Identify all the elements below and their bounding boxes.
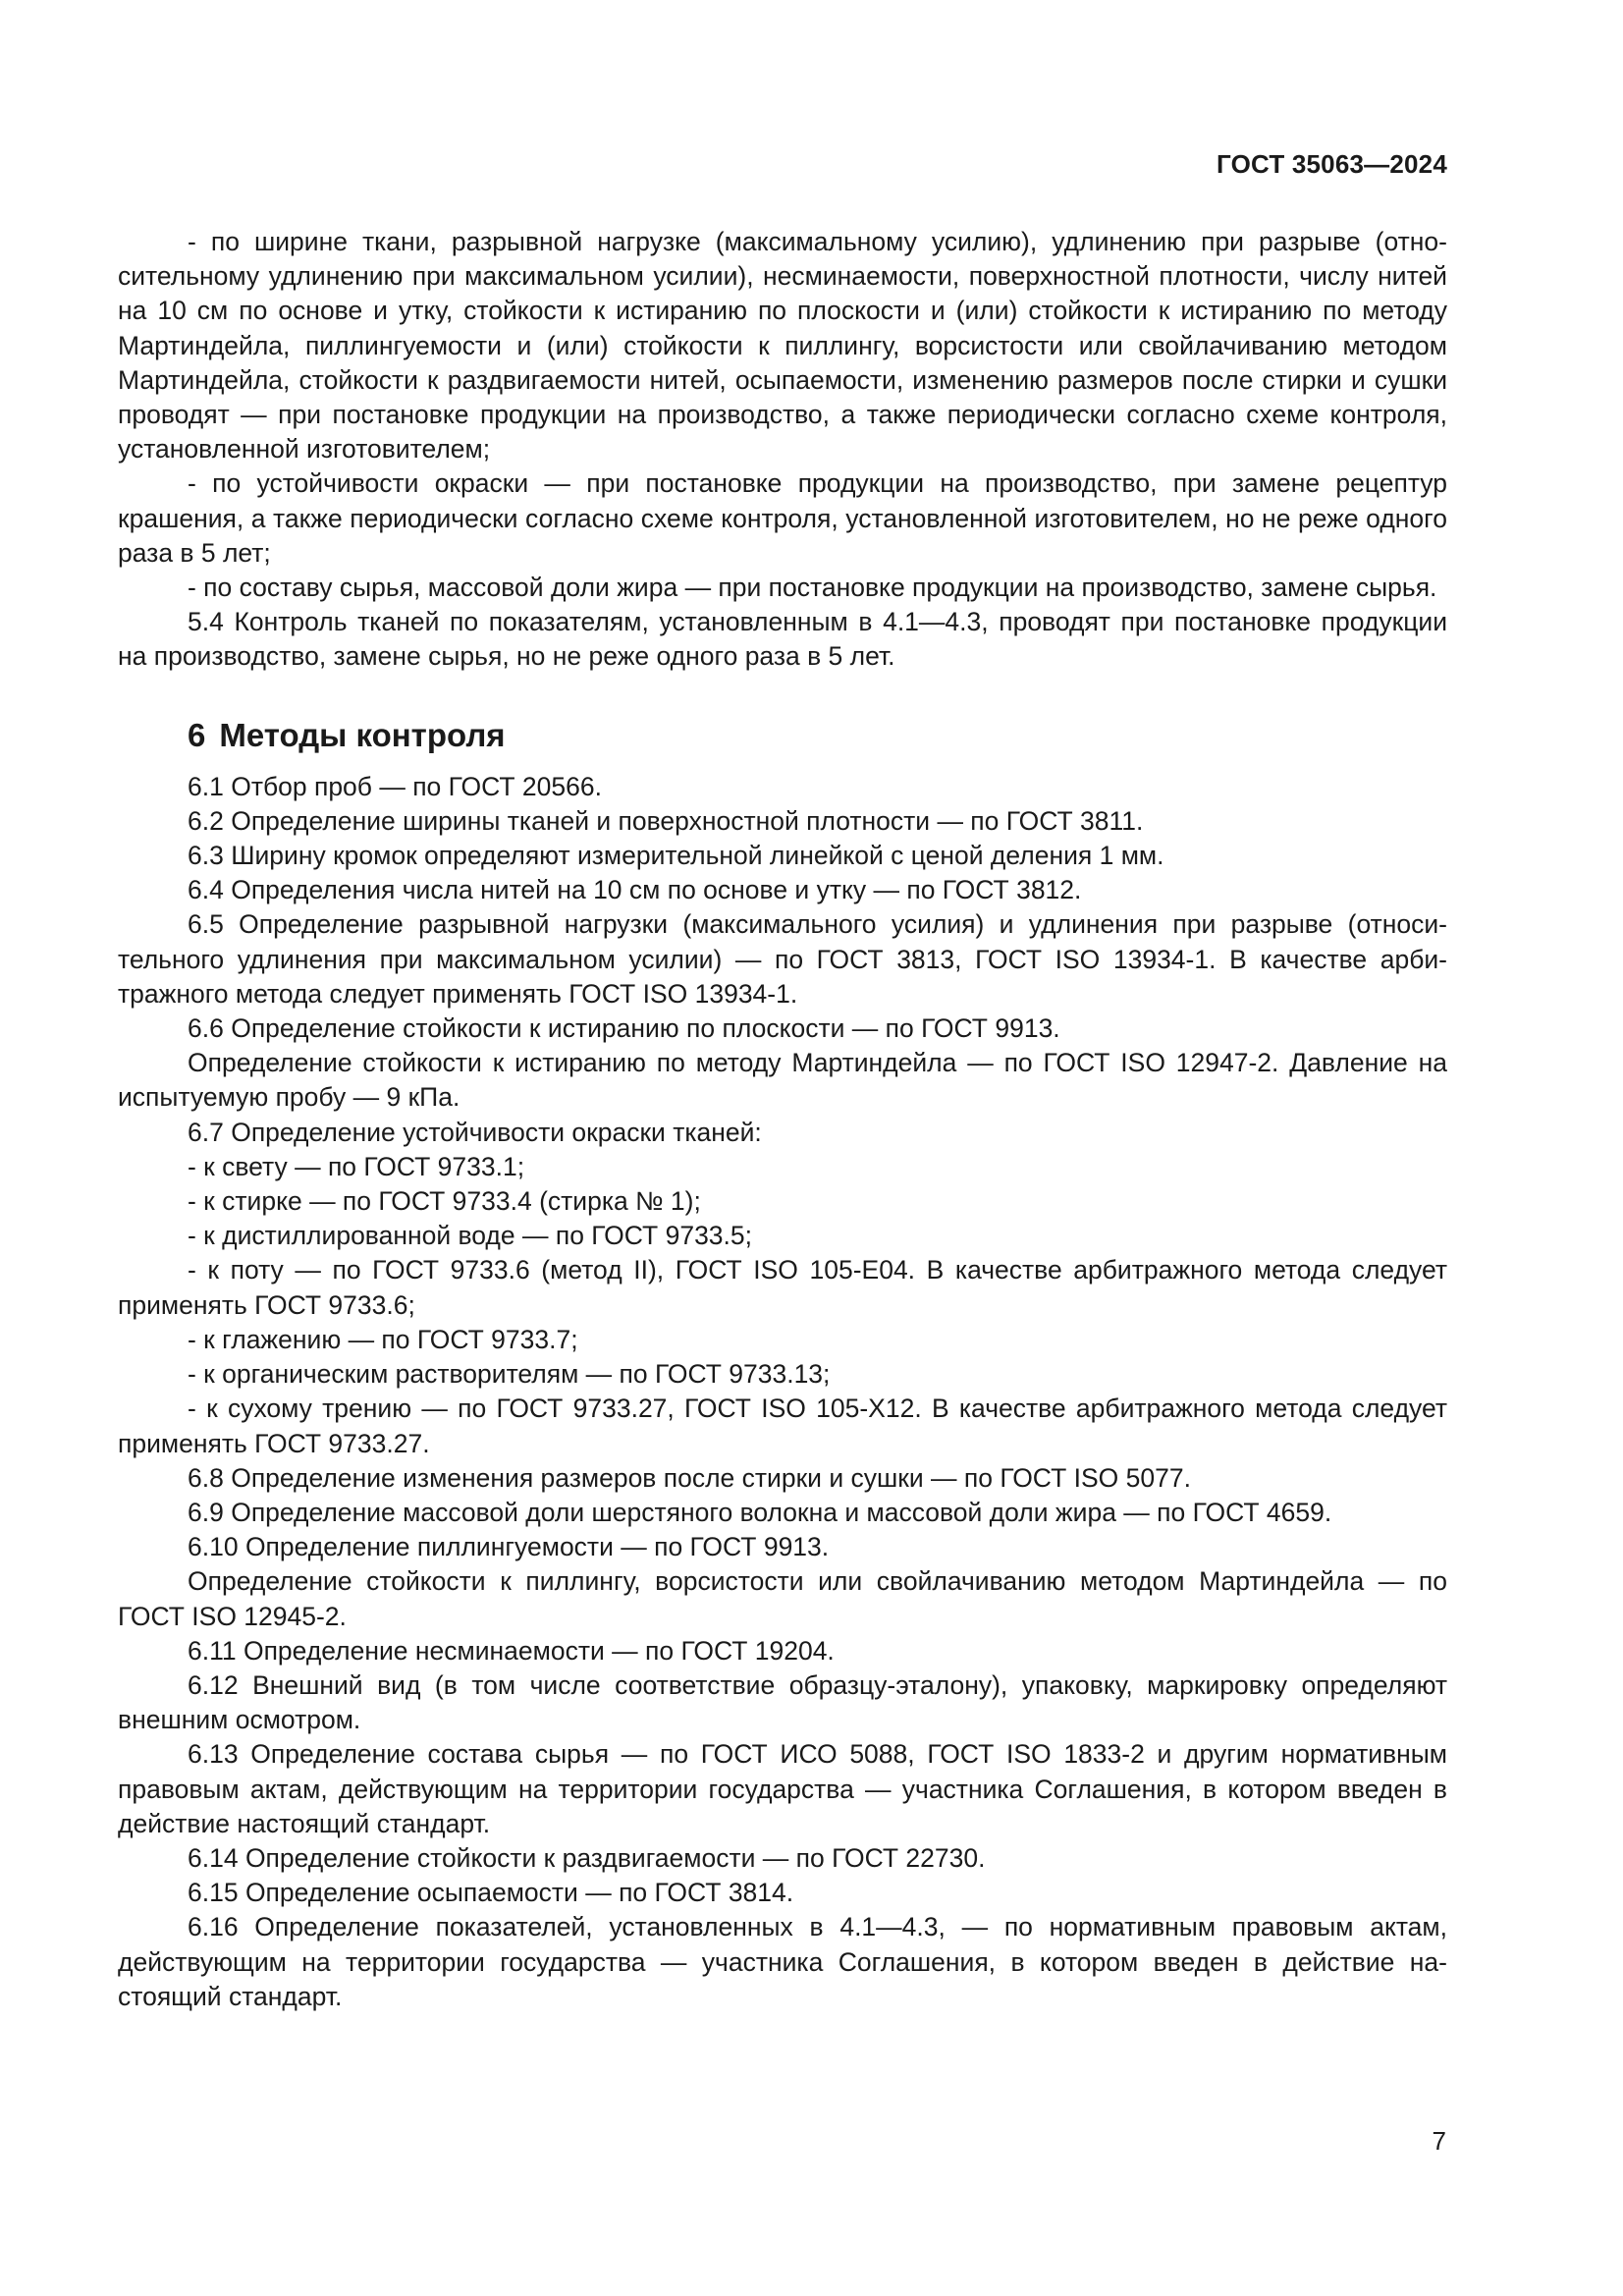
- paragraph: 6.6 Определение стойкости к истиранию по плоскости — по ГОСТ 9913.: [188, 1013, 1060, 1044]
- paragraph: 6.15 Определение осыпаемости — по ГОСТ 3814.: [188, 1878, 794, 1908]
- paragraph: 6.7 Определение устойчивости окраски тканей:: [188, 1117, 762, 1147]
- paragraph: 6.5 Определение разрывной нагрузки (максимального усилия) и удлинения при разрыве (относительного удлинения при максимальном усилии) — по ГОСТ 3813, ГОСТ ISO 13934-1. В качестве арбитражного метода следует применять ГОСТ ISO 13934-1.: [118, 909, 1447, 1009]
- section-title-text: Методы контроля: [219, 716, 506, 753]
- paragraph: 6.1 Отбор проб — по ГОСТ 20566.: [188, 771, 602, 801]
- section-heading: [188, 716, 1447, 755]
- paragraph: 6.8 Определение изменения размеров после стирки и сушки — по ГОСТ ISO 5077.: [188, 1462, 1191, 1493]
- list-item: - к свету — по ГОСТ 9733.1;: [188, 1151, 525, 1181]
- paragraph: 6.14 Определение стойкости к раздвигаемости — по ГОСТ 22730.: [188, 1842, 986, 1873]
- paragraph: 6.10 Определение пиллингуемости — по ГОСТ 9913.: [188, 1532, 830, 1562]
- paragraph: 6.9 Определение массовой доли шерстяного волокна и массовой доли жира — по ГОСТ 4659.: [188, 1497, 1332, 1527]
- paragraph: - по устойчивости окраски — при постановке продукции на производство, при замене рецептур крашения, а также периодически согласно схеме контроля, установленной изготовителем, но не реже одного раза в 5 лет;: [118, 468, 1447, 568]
- document-code-header: ГОСТ 35063—2024: [1217, 149, 1447, 179]
- paragraph: - по составу сырья, массовой доли жира — при постановке продукции на производство, замене сырья.: [188, 573, 1437, 603]
- list-item: - к стирке — по ГОСТ 9733.4 (стирка № 1);: [188, 1186, 701, 1217]
- paragraph: Определение стойкости к истиранию по методу Мартиндейла — по ГОСТ ISO 12947-2. Давление на испытуемую пробу — 9 кПа.: [118, 1048, 1447, 1113]
- paragraph: 6.3 Ширину кромок определяют измерительной линейкой с ценой деления 1 мм.: [188, 841, 1164, 871]
- paragraph: 6.13 Определение состава сырья — по ГОСТ ИСО 5088, ГОСТ ISO 1833-2 и другим нормативным правовым актам, действующим на территории государства — участника Соглашения, в котором введен в действие настоящий стандарт.: [118, 1739, 1447, 1838]
- paragraph: - по ширине ткани, разрывной нагрузке (максимальному усилию), удлинению при разрыве (относительному удлинению при максимальном усилии), несминаемости, поверхностной плотности, числу нитей на 10 см по основе и утку, стойкости к истиранию по плоскости и (или) стойкости к истиранию по методу Мартиндейла, пиллингуемости и (или) стойкости к пиллингу, ворсистости или свойлачиванию методом Мартиндейла, стойкости к раздвигаемости нитей, осыпаемости, изменению размеров после стирки и сушки проводят — при постановке продукции на производство, а также периодически согласно схеме контроля, установленной изготовителем;: [118, 227, 1447, 465]
- paragraph: 6.4 Определения числа нитей на 10 см по основе и утку — по ГОСТ 3812.: [188, 875, 1082, 905]
- list-item: - к сухому трению — по ГОСТ 9733.27, ГОСТ ISO 105-X12. В качестве арбитражного метода следует применять ГОСТ 9733.27.: [118, 1394, 1447, 1458]
- paragraph: 6.12 Внешний вид (в том числе соответствие образцу-эталону), упаковку, маркировку определяют внешним осмотром.: [118, 1669, 1447, 1735]
- list-item: - к глажению — по ГОСТ 9733.7;: [188, 1324, 578, 1354]
- list-item: - к органическим растворителям — по ГОСТ 9733.13;: [188, 1359, 831, 1390]
- paragraph: 6.11 Определение несминаемости — по ГОСТ 19204.: [188, 1635, 835, 1666]
- paragraph: Определение стойкости к пиллингу, ворсистости или свойлачиванию методом Мартиндейла — по ГОСТ ISO 12945-2.: [118, 1566, 1447, 1631]
- section-number: 6: [188, 716, 206, 753]
- paragraph: 5.4 Контроль тканей по показателям, установленным в 4.1—4.3, проводят при постановке продукции на производство, замене сырья, но не реже одного раза в 5 лет.: [118, 607, 1447, 672]
- page-content: [118, 225, 1447, 2014]
- paragraph: 6.16 Определение показателей, установленных в 4.1—4.3, — по нормативным правовым актам, действующим на территории государства — участника Соглашения, в котором введен в действие настоящий стандарт.: [118, 1912, 1447, 2011]
- list-item: - к дистиллированной воде — по ГОСТ 9733.5;: [188, 1221, 753, 1251]
- paragraph: 6.2 Определение ширины тканей и поверхностной плотности — по ГОСТ 3811.: [188, 805, 1144, 836]
- list-item: - к поту — по ГОСТ 9733.6 (метод II), ГОСТ ISO 105-E04. В качестве арбитражного метода следует применять ГОСТ 9733.6;: [118, 1255, 1447, 1320]
- page-number: 7: [1432, 2126, 1446, 2156]
